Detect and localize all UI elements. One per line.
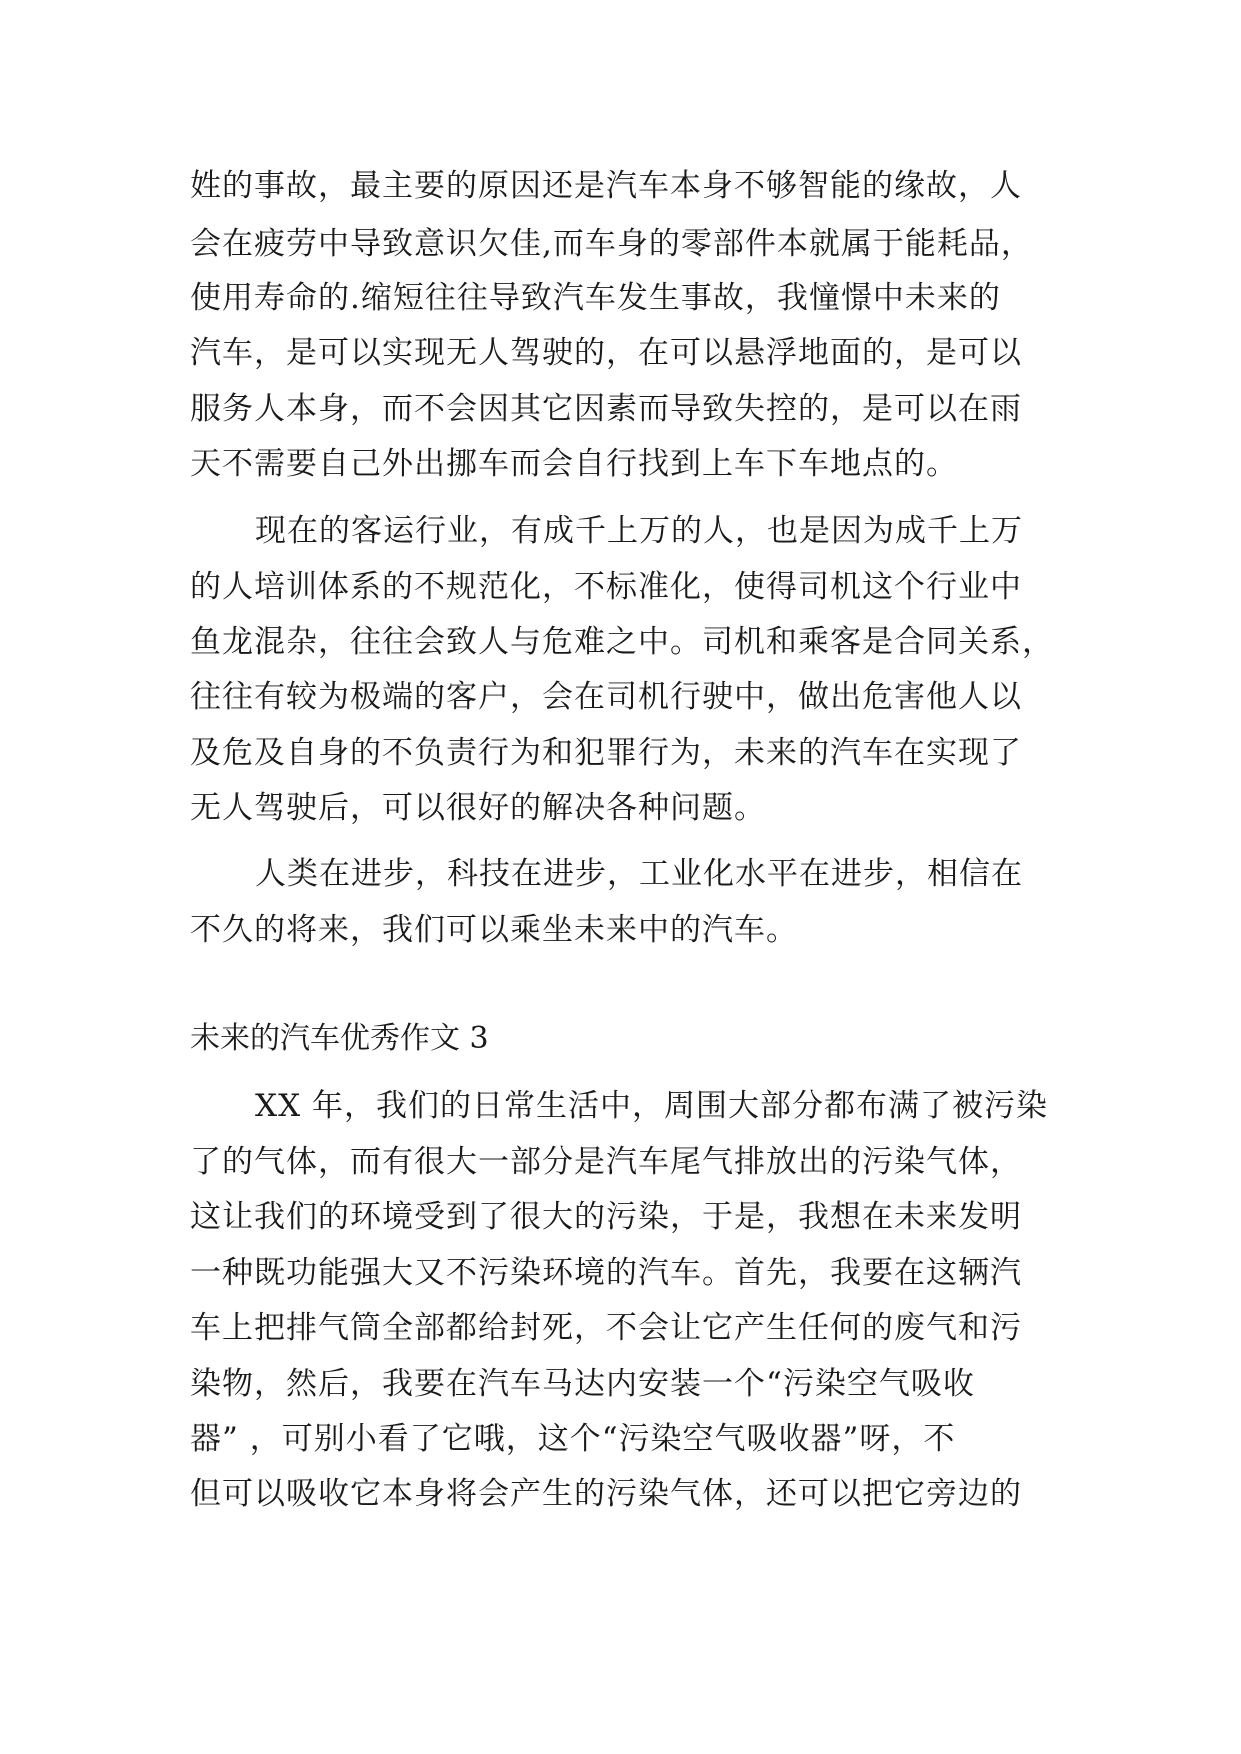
paragraph-2-line-3: 鱼龙混杂，往往会致人与危难之中。司机和乘客是合同关系， <box>190 624 1054 660</box>
section-paragraph-line-3: 这让我们的环境受到了很大的污染，于是，我想在未来发明 <box>190 1199 1022 1235</box>
paragraph-1-line-6: 天不需要自己外出挪车而会自行找到上车下车地点的。 <box>190 446 958 482</box>
section-paragraph-line-1: XX 年，我们的日常生活中，周围大部分都布满了被污染 <box>255 1088 1048 1124</box>
paragraph-3-line-1: 人类在进步，科技在进步，工业化水平在进步，相信在 <box>255 856 1023 892</box>
paragraph-1-line-2: 会在疲劳中导致意识欠佳,而车身的零部件本就属于能耗品， <box>190 226 1033 262</box>
paragraph-3-line-2: 不久的将来，我们可以乘坐未来中的汽车。 <box>190 912 798 948</box>
section-heading: 未来的汽车优秀作文 3 <box>190 1021 489 1056</box>
paragraph-1-line-1: 姓的事故，最主要的原因还是汽车本身不够智能的缘故，人 <box>190 168 1022 204</box>
section-paragraph-line-7: 器” ，可别小看了它哦，这个“污染空气吸收器”呀，不 <box>190 1421 956 1457</box>
paragraph-2-line-5: 及危及自身的不负责行为和犯罪行为，未来的汽车在实现了 <box>190 735 1022 771</box>
section-paragraph-line-8: 但可以吸收它本身将会产生的污染气体，还可以把它旁边的 <box>190 1476 1022 1512</box>
section-paragraph-line-5: 车上把排气筒全部都给封死，不会让它产生任何的废气和污 <box>190 1310 1022 1346</box>
paragraph-2-line-6: 无人驾驶后，可以很好的解决各种问题。 <box>190 790 766 826</box>
section-paragraph-line-2: 了的气体，而有很大一部分是汽车尾气排放出的污染气体， <box>190 1144 1022 1180</box>
paragraph-1-line-4: 汽车，是可以实现无人驾驶的，在可以悬浮地面的，是可以 <box>190 335 1022 371</box>
paragraph-2-line-1: 现在的客运行业，有成千上万的人，也是因为成千上万 <box>255 513 1023 549</box>
paragraph-1-line-5: 服务人本身，而不会因其它因素而导致失控的，是可以在雨 <box>190 391 1022 427</box>
section-paragraph-line-6: 染物，然后，我要在汽车马达内安装一个“污染空气吸收 <box>190 1366 975 1402</box>
section-paragraph-line-4: 一种既功能强大又不污染环境的汽车。首先，我要在这辆汽 <box>190 1255 1022 1291</box>
paragraph-1-line-3: 使用寿命的.缩短往往导致汽车发生事故，我憧憬中未来的 <box>190 280 1001 316</box>
paragraph-2-line-2: 的人培训体系的不规范化，不标准化，使得司机这个行业中 <box>190 569 1022 605</box>
paragraph-2-line-4: 往往有较为极端的客户，会在司机行驶中，做出危害他人以 <box>190 679 1022 715</box>
